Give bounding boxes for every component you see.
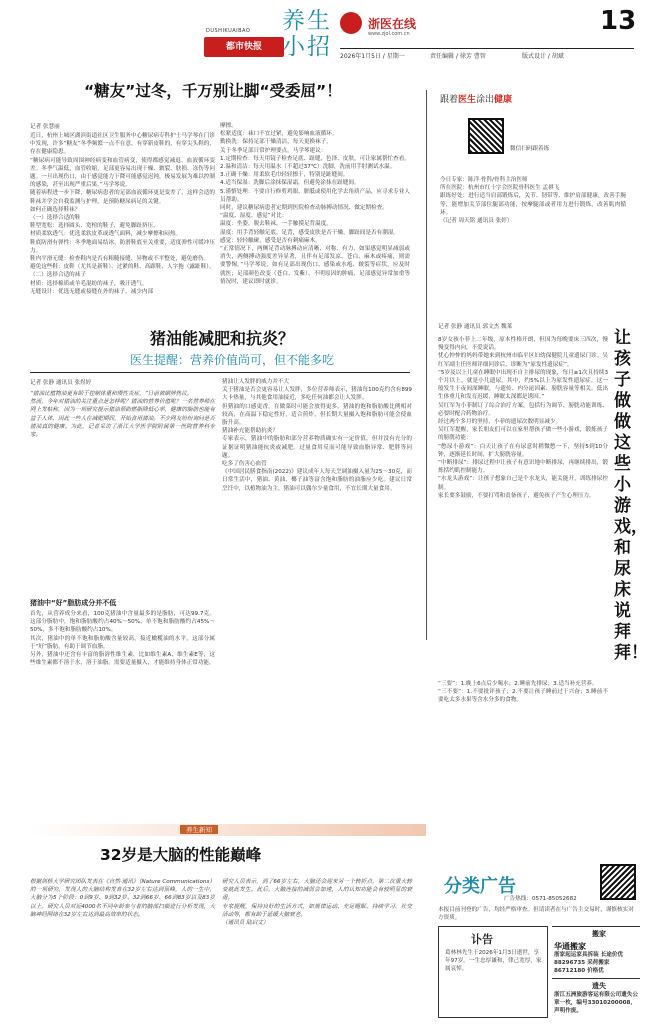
editor-line: 责任编辑 / 徐芳 曹智 bbox=[430, 53, 486, 60]
article4-col2: 研究人员表示，到了66岁左右，大脑还会迎来另一个转折点，第二次重大转变就此发生。此后，大脑连接的减弱会加速，人的认知功能会有较明显的衰退。 专家提醒，保持良好的生活方式，如规律运动、充足睡眠、持续学习、社交活动等，都有助于延缓大脑衰老。 （通讯员 陆启文） bbox=[222, 879, 412, 927]
article1 bbox=[0, 76, 426, 314]
page-number: 13 bbox=[600, 6, 637, 36]
masthead-logo bbox=[204, 37, 284, 57]
promo-brand1: 医生 bbox=[458, 95, 477, 105]
article4 bbox=[0, 822, 426, 1024]
classified bbox=[430, 860, 642, 1024]
article2-col1b: 首先，从营养成分来看，100克猪油中含量最多的是脂肪，可达99.7克。这部分脂肪中，饱和脂肪酸约占40%～50%，单不饱和脂肪酸约占45%～50%，多不饱和脂肪酸约占10%。 其次，猪油中的单不饱和脂肪酸含量较高，接近橄榄油的水平，这部分属于“好”脂肪，有助于调节血脂。 另外，猪油中还含有丰富的脂溶性维生素，比如维生素A、维生素E等，这些维生素都不溶于水，溶于油脂。需要适量摄入，才能维持身体正常功能。 bbox=[30, 611, 215, 667]
hotline-number: 0571-85052682 bbox=[531, 896, 577, 902]
obituary-text: 葛林林先生于2026年1月3日逝世，享年97岁。一生忠厚谦和，律己宽厚，家属哀悼。 bbox=[445, 950, 542, 973]
logo-text: 都市快报 bbox=[225, 42, 262, 52]
ad-moving-lines: 浙家起运家具拆装 长途价优 88296735 采荷搬家 86712180 价格优 bbox=[554, 952, 624, 975]
promo-prefix: 跟着 bbox=[440, 95, 459, 105]
section-tag bbox=[30, 824, 426, 836]
article1-headline: “糖友”过冬，千万别让脚“受委屈”！ bbox=[84, 82, 342, 100]
wechat-qr-code[interactable] bbox=[468, 118, 504, 154]
promo-title bbox=[440, 92, 512, 105]
article3-tips: “三要”：1.晚上6点后少喝水；2.睡前先排尿；3.适当补充营养。 “三不要”：1.不要批评孩子；2.不要让孩子睡前过于兴奋；3.睡前不要吃太多水果等含水分多的食物。 bbox=[438, 681, 608, 704]
article2-headline: 猪油能减肥和抗炎？ bbox=[150, 329, 295, 348]
promo-lines: 今日专家：陈洋·骨科/骨科主治医师 所在医院：杭州市红十字会医院骨科医生 孟祺飞 跟练好处：进行适当肩部锻炼后，关节、韧带等、维护肩部健康，改善手腕等，能增加关节部位腿部功能，按摩腿部或者用力进行锻炼，改善肌肉循环。 （记者 周天铭 通讯员 张婷） bbox=[440, 177, 626, 225]
article1-col2: 摩擦。 松紧适度：袜口不宜过紧，避免影响血液循环。 勤换洗：保持足部干燥清洁，每天更换袜子。 关于冬季足部日常护理要点，马学琴建议： 1.定期检查：每天用镜子检查足底、趾缝，色泽、皮肤，可让家属帮忙查看。 2.温和清洁：每天用温水（不超过37℃）洗脚，洗前用手肘测试水温。 3.正确干燥：用柔软毛巾轻轻擦干，特别是趾缝间。 4.适当保湿：洗脚后涂抹保湿霜，但避免涂抹在趾缝间。 5.谨慎处理：不要自行修剪鸡眼、胼胝或使用化学去角质产品，应寻求专业人员帮助。 同时，建议糖尿病患者定期到医院检查动脉搏动情况、做定期检查。 “温度、湿度、感觉”对比： 温度：坐姿，脱去鞋袜，一手触摸足背温度。 湿度：用手背轻触足底、足背，感受皮肤是否干燥，脚趾间是否有潮湿。 感觉：轻轻触碰，感受是否有刺痛麻木。 “正常情况下，两侧足背动脉搏动应清晰、对称、有力，如果感觉明显减弱或消失，两侧搏动强度差异显著，且伴有足部发凉、苍白、麻木或疼痛，则需要警惕。”马学琴说，如有足部出现伤口、感染或水疱、皲裂等症状，应及时就医；足部颜色改变（苍白、发紫）、不明原因的肿痛，足部感觉异常加重等情况时，建议即时就诊。 bbox=[220, 123, 410, 285]
ad-lost-category: 遗失 bbox=[592, 982, 606, 990]
section-title: 养生小招 bbox=[282, 8, 332, 60]
promo-mid: 涂出 bbox=[476, 95, 495, 105]
classified-notice: 本报目前刊登的广告，均经严格审查。但请读者在与广告主交易时，谨慎核实对方资质。 bbox=[438, 907, 634, 922]
right-column-rule bbox=[426, 90, 427, 640]
article3-byline: 记者 张静 通讯员 郭文杰 魏莱 bbox=[438, 324, 513, 330]
article1-col1: 近日，杭州上城区湖滨街道社区卫生服务中心糖尿病专科护士马学琴在门诊中发现，许多“糖友”冬季频繁一点不在意，有穿新皮鞋的，有穿尖头鞋的，存在健康隐患。 “糖尿病可能导致周围神经病变和血管病变，使得都感觉减退、血液循环变差。冬季气温低，血管收缩，足部更容易出现干燥、皲裂、肤损、冻伤等问题。一旦出现伤口，由于感觉能力下降可能感觉迟钝，极易发展为难以控制的感染，甚至出现严重后果。”马学琴说。 随着病程进一步下降，糖尿病患者的足部血液循环更是变差了，这样会适的鞋袜并学会自我监测与护理，是预防糖尿病足的关键。 如何正确选择鞋袜？ （一）选择合适的鞋 鞋型宽松：选择圆头、宽楦的鞋子，避免脚趾挤压。 材质柔软透气：优选柔软皮革或透气面料，减少摩擦和闷热。 鞋底防滑有弹性：冬季地面易结冰，防滑鞋底至关重要，适度弹性可缓冲压力。 鞋内平滑无缝：检查鞋内是否有粗糙接缝、异物或不平整处，避免磨伤。 避免这些鞋：皮鞋（尤其是新鞋）、过紧的鞋、高跟鞋、人字拖（露趾鞋）。 （二）选择合适的袜子 材质：选择棉质或羊毛混纺的袜子，吸汗透气。 无缝设计：优选无缝或接缝在外的袜子，减少内部 bbox=[30, 133, 215, 295]
ad-moving bbox=[552, 926, 640, 976]
article2-col2: 猪油让人发胖的威力并不大 关于猪油是否会更容易让人发胖，多位营养师表示，猪油每100克约含有899大卡热量，与其他食用油接近，多吃任何油都会让人发胖。 但猪油的口感更香，在做菜时可能会放得更多。猪油的饱和脂肪酸比例相对较高，在高温下稳定性好，适合煎炸，但长期大量摄入饱和脂肪可能会使血脂升高。 猪油补充能帮助抗炎？ 专家表示，猪油中的脂肪和部分营养物质确实有一定价值，但并没有充分的证据证明猪油能抗炎或减肥。过量食用反而可能导致血脂异常、肥胖等问题。 吃多了伤害心血管 《中国居民膳食指南(2022)》建议成年人每天烹调油摄入量为25～30克，而日常生活中，猪油、黄油、椰子油等富含饱和脂肪的油脂应少吃。建议日常烹饪中，以植物油为主，猪油可以偶尔少量食用，不宜长期大量食用。 bbox=[222, 379, 412, 492]
promo-box bbox=[430, 90, 630, 314]
article2-subhead: 医生提醒：营养价值尚可，但不能多吃 bbox=[130, 353, 335, 367]
classified-qr[interactable] bbox=[600, 864, 636, 900]
ad-lost-lines: 浙江五洲旅游客运有限公司遗失公章一枚，编号33010200008，声明作废。 bbox=[554, 992, 638, 1015]
promo-brand2: 健康 bbox=[494, 95, 513, 105]
article3-headline: 让孩子做做这些小游戏，和尿床说拜拜！ bbox=[614, 328, 648, 663]
classified-hotline bbox=[504, 894, 577, 902]
qr-label: 微信扫码跟着练 bbox=[510, 146, 550, 152]
partner-logo-text: 浙医在线 bbox=[368, 17, 417, 31]
hotline-label: 广告热线： bbox=[504, 896, 532, 902]
article3-body: 8岁女孩小菲上二年级，原本性格开朗，但因为每晚要床三四次，慢慢变得内向，不爱说话。 忧心忡忡的妈妈带她来到杭州市临平区妇幼保健院儿童遗尿门诊。吴红军副主任医师详细问诊后，诊断为“原发性遗尿症”。 “5岁及以上儿童在睡眠中出现不自主排尿的现象，每月≥1次且持续3个月以上，就是小儿遗尿。其中，约5%以上为原发性遗尿症。这一般发生于夜间深睡眠，与遗传、内分泌因素、膀胱容量等相关。低出生体重儿和发育迟缓，睡眠太深都是诱因。” 吴红军为小菲制订了综合治疗方案，包括行为调节、膀胱功能训练、必要时配合药物治疗。 经过两个多月的坚持，小菲的遗尿次数明显减少。 吴红军提醒，家长朋友们可以在家里帮孩子做一些小游戏，锻炼孩子的膀胱功能： “憋尿小游戏”：白天让孩子在有尿意时稍微憋一下，坚持5到10分钟，逐渐延长时间，扩大膀胱容量。 “中断排尿”：排尿过程中让孩子有意识地中断排尿，再继续排出，锻炼括约肌控制能力。 “水龙头游戏”：让孩子想象自己是个水龙头，能关能开，训练排尿控制。 家长要多鼓励，不要打骂和责备孩子，避免孩子产生心理压力。 bbox=[438, 337, 608, 499]
partner-logo bbox=[340, 12, 362, 34]
article2-col1: “猪油比植物油更有助于控制体重和慢性炎症，”日前被刷屏热议。 然而，今年对猪油的关注重点是怎样呢？猪油的营养价值呢？一名营养师在网上发帖称，因为一项研究提示猪油帮助燃脂降低心率，健康的脂肪也能有益于人体，因此一些人在减肥期间，开始食用猪油。不少网友纷纷询问是否猪油真的健康。为此，记者采访了浙江大学医学院附属第一医院营养科专家。 bbox=[30, 391, 215, 439]
article1-byline: 记者 张慧丽 bbox=[30, 124, 60, 130]
layout-line: 版式设计 / 胡斌 bbox=[522, 53, 564, 60]
partner-url: www.zjol.com.cn bbox=[368, 31, 410, 37]
article2 bbox=[0, 318, 426, 823]
ad-moving-category: 搬家 bbox=[592, 930, 606, 938]
article2-rule bbox=[30, 372, 410, 373]
obituary-box bbox=[438, 926, 548, 1018]
masthead bbox=[0, 0, 642, 76]
article2-byline: 记者 张静 通讯员 张煜婷 bbox=[30, 380, 92, 386]
article2-sub1: 猪油中“好”脂肪成分并不低 bbox=[30, 599, 117, 607]
section-tag-label: 养生新知 bbox=[180, 825, 218, 834]
obituary-title: 讣告 bbox=[471, 933, 493, 946]
article4-col1: 根据剑桥大学研究团队发表在《自然·通讯》（Nature Communications）的一项研究，发现人的大脑结构发育在32岁左右达到顶峰，人的一生中，大脑分为5个阶段：0到9岁、9到32岁、32到66岁、66到83岁以及83岁以上。研究人员对近4000名不同年龄参与者的脑部扫描进行分析发现，大脑神经网络在32岁左右达到最高效率的状态。 bbox=[30, 879, 215, 918]
article3 bbox=[430, 318, 648, 818]
ad-moving-company: 华通搬家 bbox=[554, 942, 586, 951]
logo-sub: DUSHIKUAIBAO bbox=[206, 28, 251, 34]
date-line: 2026年1月5日 / 星期一 bbox=[340, 53, 405, 60]
ad-lost bbox=[552, 978, 640, 1024]
article4-headline: 32岁是大脑的性能巅峰 bbox=[100, 846, 262, 864]
masthead-rule bbox=[340, 48, 634, 49]
classified-title: 分类广告 bbox=[444, 876, 516, 897]
